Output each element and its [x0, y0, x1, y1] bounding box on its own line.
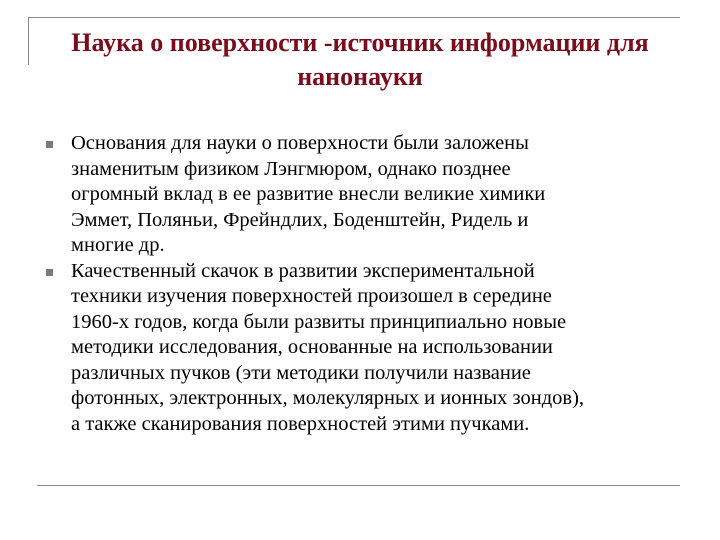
bullet-1-line-2: знаменитым физиком Лэнгмюром, однако позднее [71, 157, 511, 180]
bullet-2-line-1: Качественный скачок в развитии экспериментальной [71, 259, 535, 282]
bullet-2-line-5: различных пучков (эти методики получили название [71, 361, 531, 384]
title-frame-top-line [28, 17, 680, 18]
bullet-item-1 [46, 131, 686, 259]
square-bullet-icon [46, 269, 53, 276]
bullet-2-line-7: а также сканирования поверхностей этими пучками. [71, 412, 530, 435]
square-bullet-icon [46, 141, 53, 148]
bullet-text-2 [71, 259, 686, 438]
slide-title-line-1: Наука о поверхности -источник информации для [71, 28, 649, 57]
bullet-1-line-5: многие др. [71, 234, 165, 256]
bullet-2-line-6: фотонных, электронных, молекулярных и ионных зондов), [71, 387, 585, 409]
bullet-1-line-1: Основания для науки о поверхности были заложены [71, 132, 529, 154]
title-frame-left-line [28, 17, 29, 65]
bullet-list [46, 131, 686, 437]
bullet-text-1 [71, 131, 686, 259]
bullet-2-line-2: техники изучения поверхностей произошел в середине [71, 285, 552, 307]
bullet-item-2 [46, 259, 686, 438]
bullet-1-line-4: Эммет, Поляньи, Фрейндлих, Боденштейн, Ридель и [71, 208, 529, 231]
bullet-1-line-3: огромный вклад в ее развитие внесли великие химики [71, 183, 546, 205]
bottom-divider-line [37, 485, 680, 486]
bullet-2-line-4: методики исследования, основанные на использовании [71, 336, 553, 358]
slide-title [40, 26, 680, 94]
bullet-2-line-3: 1960-х годов, когда были развиты принципиально новые [71, 310, 567, 333]
slide-title-line-2: нанонауки [297, 62, 423, 91]
